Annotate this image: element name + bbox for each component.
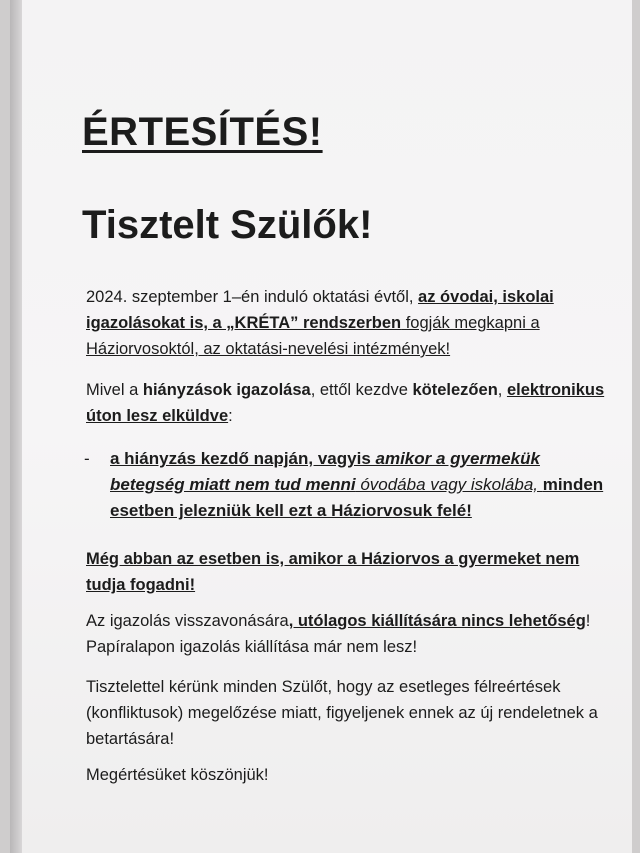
paragraph-thanks: Megértésüket köszönjük! bbox=[86, 766, 269, 784]
bullet-dash: - bbox=[84, 449, 90, 468]
bullet-text-a: a hiányzás kezdő napján, vagyis bbox=[110, 449, 376, 468]
absences-text-c: , ettől kezdve bbox=[310, 381, 413, 399]
intro-text-c: fogják megkapni a Háziorvosoktól, az oktatási-nevelési intézmények! bbox=[86, 314, 540, 358]
paragraph-even-if: Még abban az esetben is, amikor a Háziorvos a gyermeket nem tudja fogadni! bbox=[86, 550, 580, 594]
sheet-edge-shadow bbox=[10, 0, 22, 853]
intro-text-emphasis: az óvodai, iskolai igazolásokat is, a „KRÉTA” rendszerben bbox=[86, 288, 554, 332]
paragraph-request: Tisztelettel kérünk minden Szülőt, hogy az esetleges félreértések (konfliktusok) megelőzése miatt, figyeljenek ennek az új rendeletnek a betartására! bbox=[86, 678, 598, 748]
notice-title: ÉRTESÍTÉS! bbox=[82, 110, 323, 154]
intro-text-a: 2024. szeptember 1–én induló oktatási évtől, bbox=[86, 288, 419, 306]
greeting-heading: Tisztelt Szülők! bbox=[82, 203, 373, 247]
bullet-text-d: minden esetben jelezniük kell ezt a Háziorvosuk felé! bbox=[110, 475, 604, 520]
bullet-text bbox=[110, 446, 604, 524]
absences-text-e: , bbox=[497, 381, 507, 399]
paragraph-withdrawal bbox=[86, 608, 606, 660]
withdrawal-text-c: ! Papíralapon igazolás kiállítása már nem lesz! bbox=[86, 612, 591, 656]
bullet-item bbox=[84, 446, 604, 524]
bullet-text-c: óvodába vagy iskolába, bbox=[355, 475, 543, 494]
withdrawal-text-a: Az igazolás visszavonására bbox=[86, 612, 289, 630]
absences-text-g: : bbox=[228, 407, 233, 425]
absences-text-f: elektronikus úton lesz elküldve bbox=[86, 381, 605, 425]
withdrawal-text-b: , utólagos kiállítására nincs lehetőség bbox=[288, 612, 586, 630]
paper-sheet bbox=[10, 0, 632, 853]
absences-text-b: hiányzások igazolása bbox=[142, 381, 311, 399]
absences-text-a: Mivel a bbox=[86, 381, 143, 399]
bullet-text-b: amikor a gyermekük betegség miatt nem tud menni bbox=[110, 449, 540, 494]
absences-text-d: kötelezően bbox=[412, 381, 498, 399]
paragraph-absences bbox=[86, 377, 606, 429]
paragraph-intro bbox=[86, 284, 606, 362]
